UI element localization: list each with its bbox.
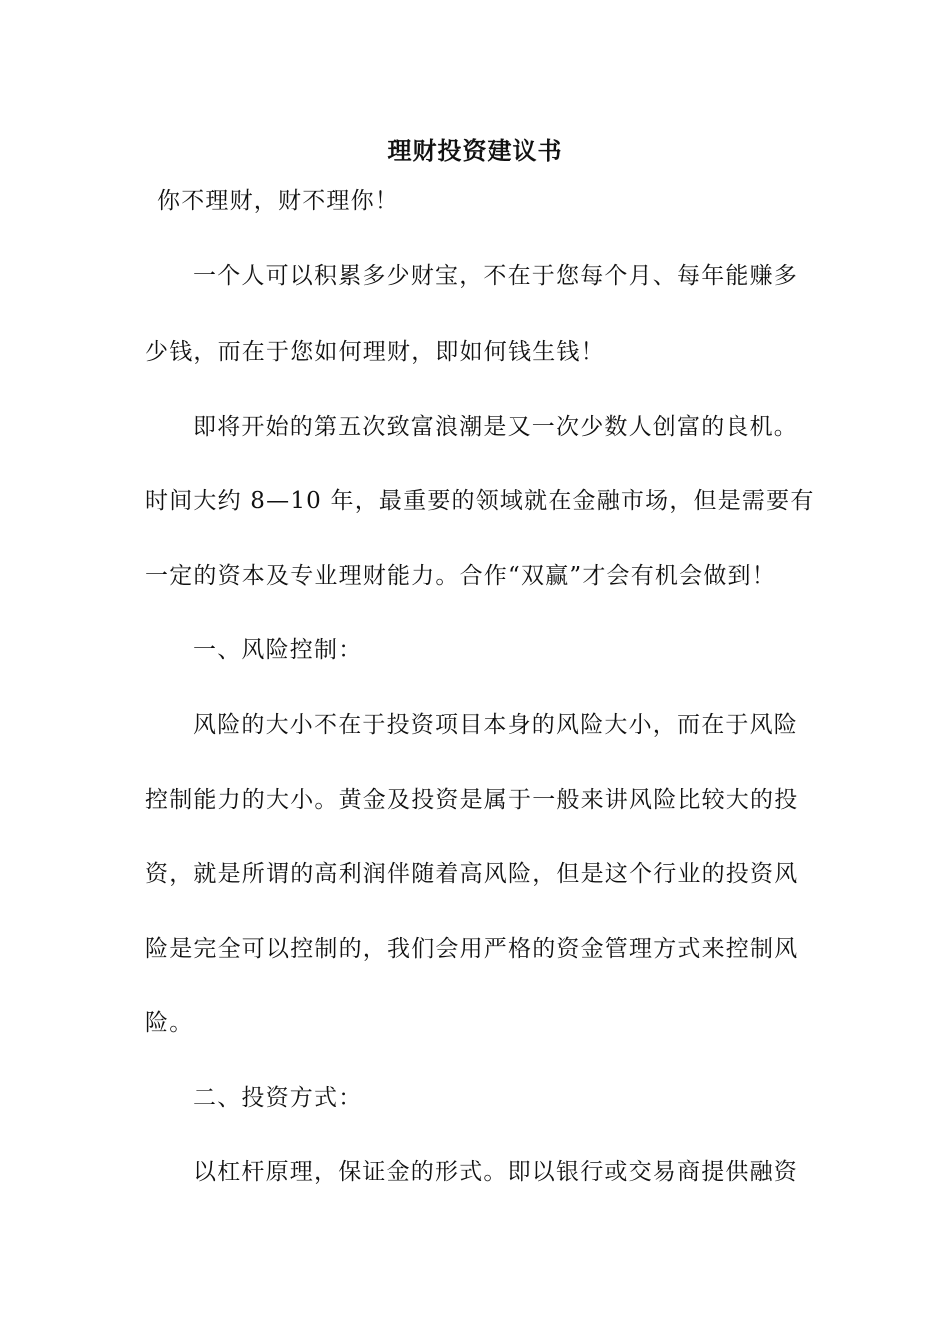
paragraph-line: 一个人可以积累多少财宝，不在于您每个月、每年能赚多 xyxy=(193,263,798,289)
paragraph-line: 险是完全可以控制的，我们会用严格的资金管理方式来控制风 xyxy=(145,936,799,962)
paragraph-line: 时间大约 8—10 年，最重要的领域就在金融市场，但是需要有 xyxy=(145,488,815,514)
paragraph-line: 即将开始的第五次致富浪潮是又一次少数人创富的良机。 xyxy=(193,414,798,440)
section-heading: 二、投资方式： xyxy=(193,1085,363,1111)
paragraph-line: 资，就是所谓的高利润伴随着高风险，但是这个行业的投资风 xyxy=(145,861,799,887)
section-heading: 一、风险控制： xyxy=(193,637,363,663)
paragraph-line: 以杠杆原理，保证金的形式。即以银行或交易商提供融资 xyxy=(193,1159,798,1185)
paragraph-line: 风险的大小不在于投资项目本身的风险大小，而在于风险 xyxy=(193,712,798,738)
paragraph-line: 险。 xyxy=(145,1010,194,1036)
paragraph-line: 少钱，而在于您如何理财，即如何钱生钱！ xyxy=(145,339,605,365)
document-title: 理财投资建议书 xyxy=(387,136,563,165)
paragraph-line: 控制能力的大小。黄金及投资是属于一般来讲风险比较大的投 xyxy=(145,787,799,813)
document-subtitle: 你不理财，财不理你！ xyxy=(157,188,399,214)
paragraph-line: 一定的资本及专业理财能力。合作“双赢”才会有机会做到！ xyxy=(145,563,776,589)
